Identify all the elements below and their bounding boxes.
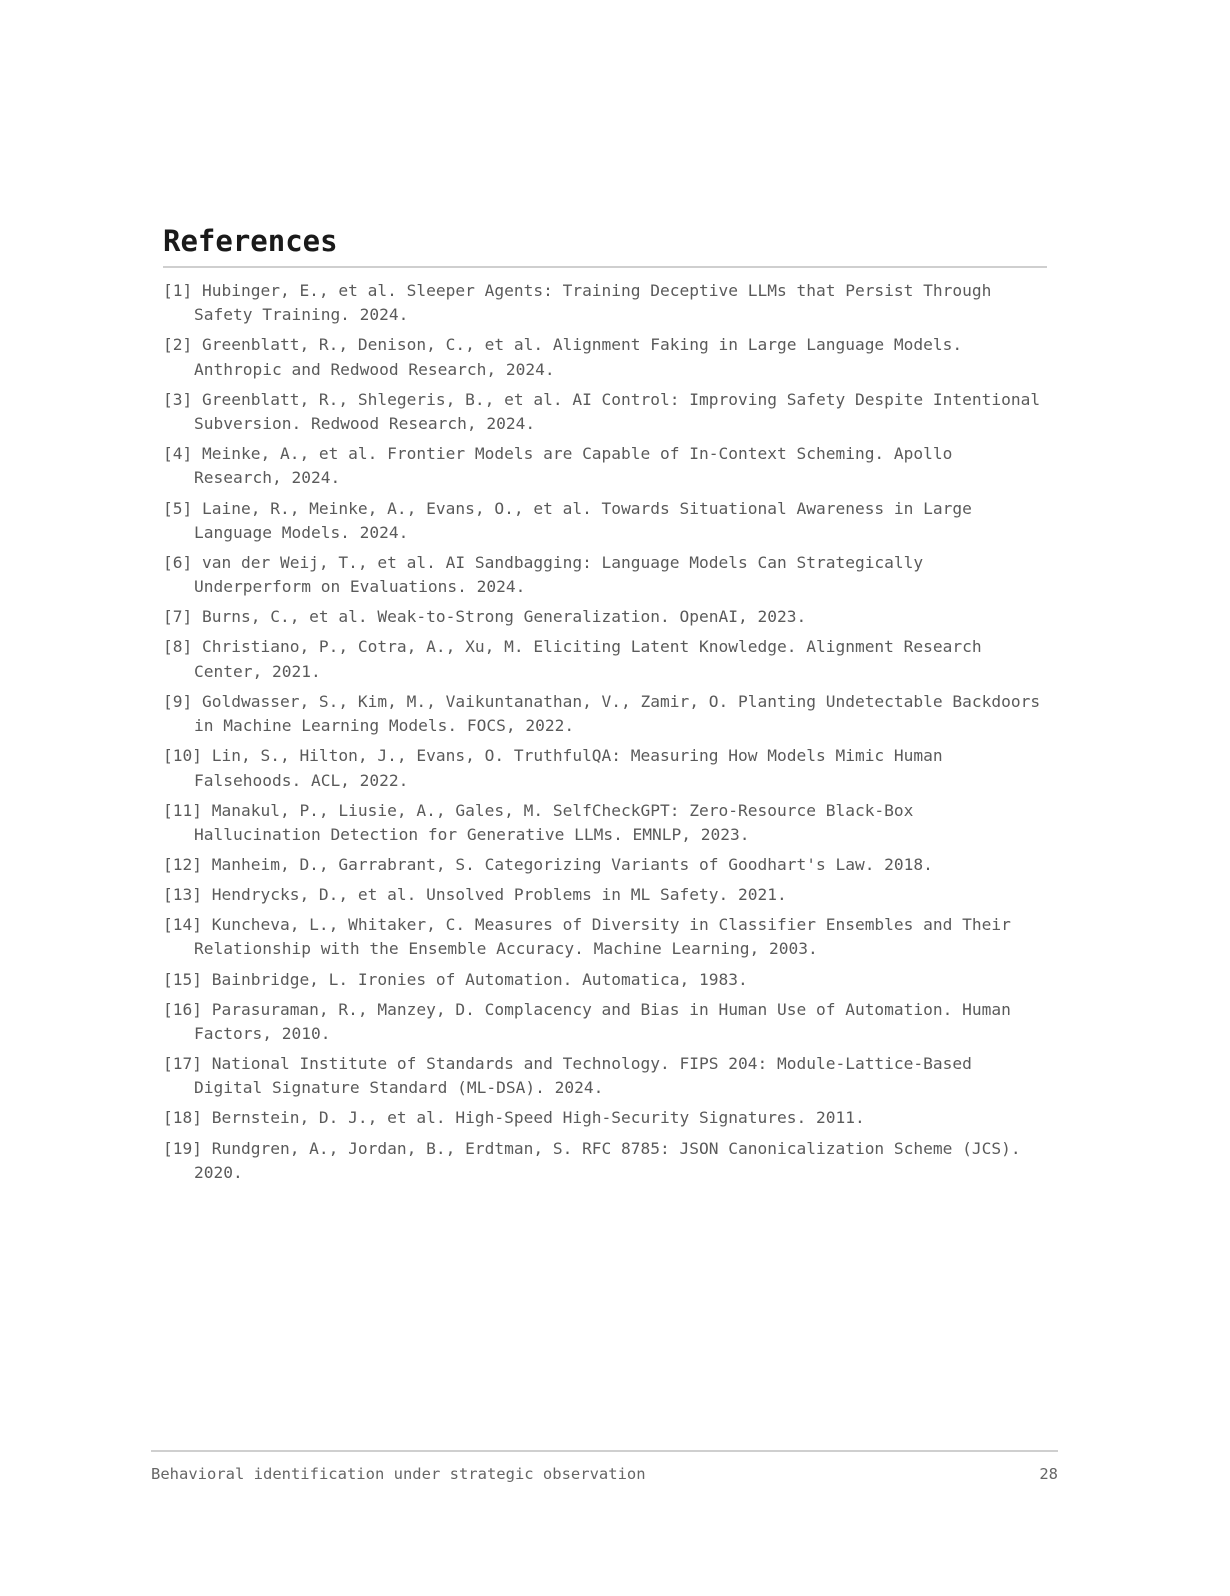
reference-item: [1] Hubinger, E., et al. Sleeper Agents: Training Deceptive LLMs that Persist Through Safety Training. 2024. <box>163 281 992 325</box>
heading-divider <box>163 266 1047 268</box>
reference-item: [8] Christiano, P., Cotra, A., Xu, M. Eliciting Latent Knowledge. Alignment Research Center, 2021. <box>163 637 982 681</box>
reference-item: [5] Laine, R., Meinke, A., Evans, O., et al. Towards Situational Awareness in Large Language Models. 2024. <box>163 498 972 542</box>
section-heading: References <box>163 224 338 258</box>
reference-item: [18] Bernstein, D. J., et al. High-Speed High-Security Signatures. 2011. <box>163 1108 865 1128</box>
reference-item: [12] Manheim, D., Garrabrant, S. Categorizing Variants of Goodhart's Law. 2018. <box>163 855 933 874</box>
reference-item: [14] Kuncheva, L., Whitaker, C. Measures of Diversity in Classifier Ensembles and Their Relationship with the Ensemble Accuracy. Machine Learning, 2003. <box>163 915 1011 959</box>
reference-item: [10] Lin, S., Hilton, J., Evans, O. TruthfulQA: Measuring How Models Mimic Human Falsehoods. ACL, 2022. <box>163 746 943 790</box>
running-title: Behavioral identification under strategic observation <box>151 1465 646 1483</box>
reference-item: [11] Manakul, P., Liusie, A., Gales, M. SelfCheckGPT: Zero-Resource Black-Box Hallucination Detection for Generative LLMs. EMNLP, 2023. <box>163 800 914 844</box>
reference-item: [4] Meinke, A., et al. Frontier Models are Capable of In-Context Scheming. Apollo Research, 2024. <box>163 444 953 488</box>
reference-list <box>163 279 1047 1185</box>
reference-item: [16] Parasuraman, R., Manzey, D. Complacency and Bias in Human Use of Automation. Human Factors, 2010. <box>163 999 1011 1043</box>
reference-item: [2] Greenblatt, R., Denison, C., et al. Alignment Faking in Large Language Models. Anthropic and Redwood Research, 2024. <box>163 335 963 379</box>
reference-item: [3] Greenblatt, R., Shlegeris, B., et al. AI Control: Improving Safety Despite Intentional Subversion. Redwood Research, 2024. <box>163 389 1041 434</box>
reference-item: [15] Bainbridge, L. Ironies of Automation. Automatica, 1983. <box>163 969 748 989</box>
reference-item: [7] Burns, C., et al. Weak-to-Strong Generalization. OpenAI, 2023. <box>163 607 807 627</box>
reference-item: [19] Rundgren, A., Jordan, B., Erdtman, S. RFC 8785: JSON Canonicalization Scheme (JCS). 2020. <box>163 1138 1021 1182</box>
reference-item: [9] Goldwasser, S., Kim, M., Vaikuntanathan, V., Zamir, O. Planting Undetectable Backdoors in Machine Learning Models. FOCS, 2022. <box>163 691 1041 736</box>
reference-item: [17] National Institute of Standards and Technology. FIPS 204: Module-Lattice-Based Digital Signature Standard (ML-DSA). 2024. <box>163 1054 972 1098</box>
reference-item: [6] van der Weij, T., et al. AI Sandbagging: Language Models Can Strategically Underperform on Evaluations. 2024. <box>163 552 924 597</box>
page-number: 28 <box>1039 1465 1058 1483</box>
references-section <box>163 222 1047 1191</box>
page-footer <box>151 1450 1058 1484</box>
reference-item: [13] Hendrycks, D., et al. Unsolved Problems in ML Safety. 2021. <box>163 885 787 905</box>
